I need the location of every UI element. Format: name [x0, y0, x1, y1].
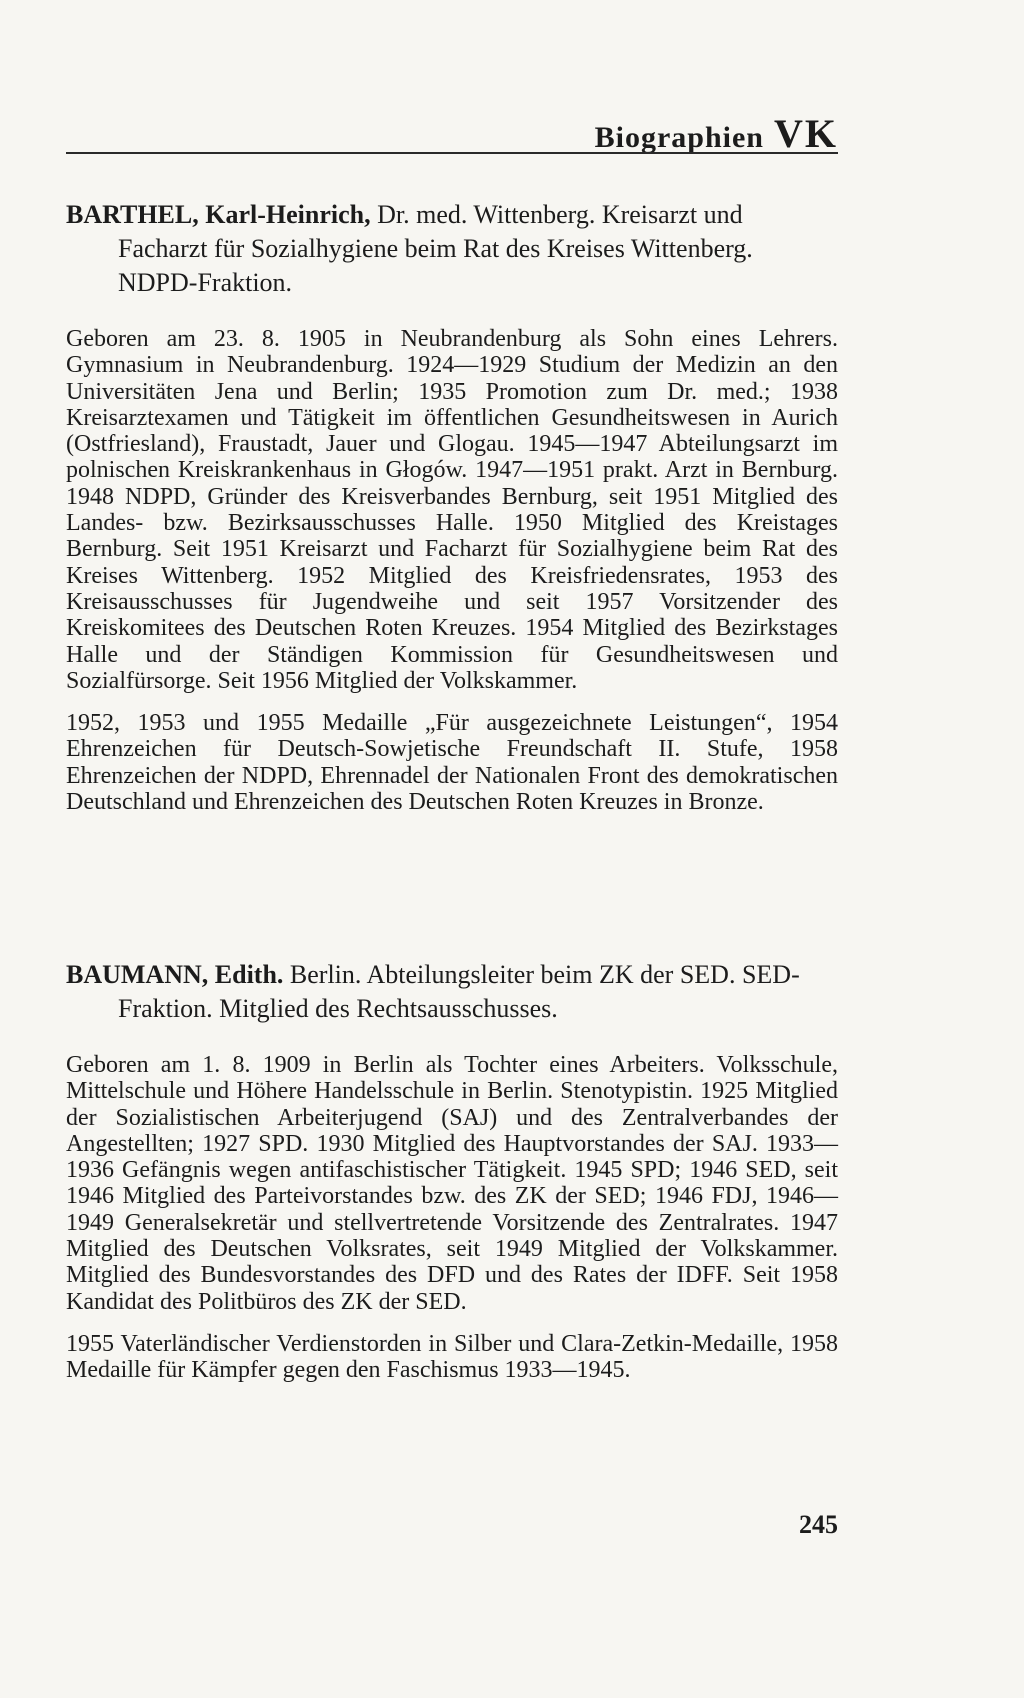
running-head [595, 110, 838, 157]
entry-awards: 1955 Vaterländischer Verdienstorden in Silber und Clara-Zetkin-Medaille, 1958 Medaille für Kämpfer gegen den Faschismus 1933—1945. [66, 1330, 838, 1384]
entry-heading [66, 958, 838, 1026]
running-head-section: VK [774, 111, 838, 156]
page-number: 245 [799, 1510, 838, 1539]
entry-heading [66, 198, 838, 300]
entry-name: BARTHEL, Karl-Heinrich, [66, 200, 371, 229]
book-page [66, 0, 838, 1698]
entry-biography: Geboren am 1. 8. 1909 in Berlin als Tochter eines Arbeiters. Volksschule, Mittelschule und Höhere Handelsschule in Berlin. Stenotypistin. 1925 Mitglied der Sozialistischen Arbeiterjugend (SAJ) und des Zentralverbandes der Angestellten; 1927 SPD. 1930 Mitglied des Hauptvorstandes der SAJ. 1933—1936 Gefängnis wegen antifaschistischer Tätigkeit. 1945 SPD; 1946 SED, seit 1946 Mitglied des Parteivorstandes bzw. des ZK der SED; 1946 FDJ, 1946—1949 Generalsekretär und stellvertretende Vorsitzende des Zentralrates. 1947 Mitglied des Deutschen Volksrates, seit 1949 Mitglied der Volkskammer. Mitglied des Bundesvorstandes des DFD und des Rates der IDFF. Seit 1958 Kandidat des Politbüros des ZK der SED. [66, 1052, 838, 1315]
entry-heading-details: Berlin. Abteilungsleiter beim ZK der SED. SED-Fraktion. Mitglied des Rechtsausschusses. [118, 960, 800, 1023]
biography-entry-barthel [66, 198, 838, 815]
entry-heading-details: Dr. med. Wittenberg. Kreisarzt und Facharzt für Sozialhygiene beim Rat des Kreises Wittenberg. NDPD-Fraktion. [118, 200, 753, 297]
running-head-title: Biographien [594, 121, 764, 154]
header-rule [66, 152, 838, 154]
entry-name: BAUMANN, Edith. [66, 960, 284, 989]
biography-entry-baumann [66, 958, 838, 1384]
entry-biography: Geboren am 23. 8. 1905 in Neubrandenburg als Sohn eines Lehrers. Gymnasium in Neubrandenburg. 1924—1929 Studium der Medizin an den Universitäten Jena und Berlin; 1935 Promotion zum Dr. med.; 1938 Kreisarztexamen und Tätigkeit im öffentlichen Gesundheitswesen in Aurich (Ostfriesland), Fraustadt, Jauer und Glogau. 1945—1947 Abteilungsarzt im polnischen Kreiskrankenhaus in Głogów. 1947—1951 prakt. Arzt in Bernburg. 1948 NDPD, Gründer des Kreisverbandes Bernburg, seit 1951 Mitglied des Landes- bzw. Bezirksausschusses Halle. 1950 Mitglied des Kreistages Bernburg. Seit 1951 Kreisarzt und Facharzt für Sozialhygiene beim Rat des Kreises Wittenberg. 1952 Mitglied des Kreisfriedensrates, 1953 des Kreisausschusses für Jugendweihe und seit 1957 Vorsitzender des Kreiskomitees des Deutschen Roten Kreuzes. 1954 Mitglied des Bezirkstages Halle und der Ständigen Kommission für Gesundheitswesen und Sozialfürsorge. Seit 1956 Mitglied der Volkskammer. [66, 326, 838, 694]
entry-awards: 1952, 1953 und 1955 Medaille „Für ausgezeichnete Leistungen“, 1954 Ehrenzeichen für Deutsch-Sowjetische Freundschaft II. Stufe, 1958 Ehrenzeichen der NDPD, Ehrennadel der Nationalen Front des demokratischen Deutschland und Ehrenzeichen des Deutschen Roten Kreuzes in Bronze. [66, 710, 838, 816]
